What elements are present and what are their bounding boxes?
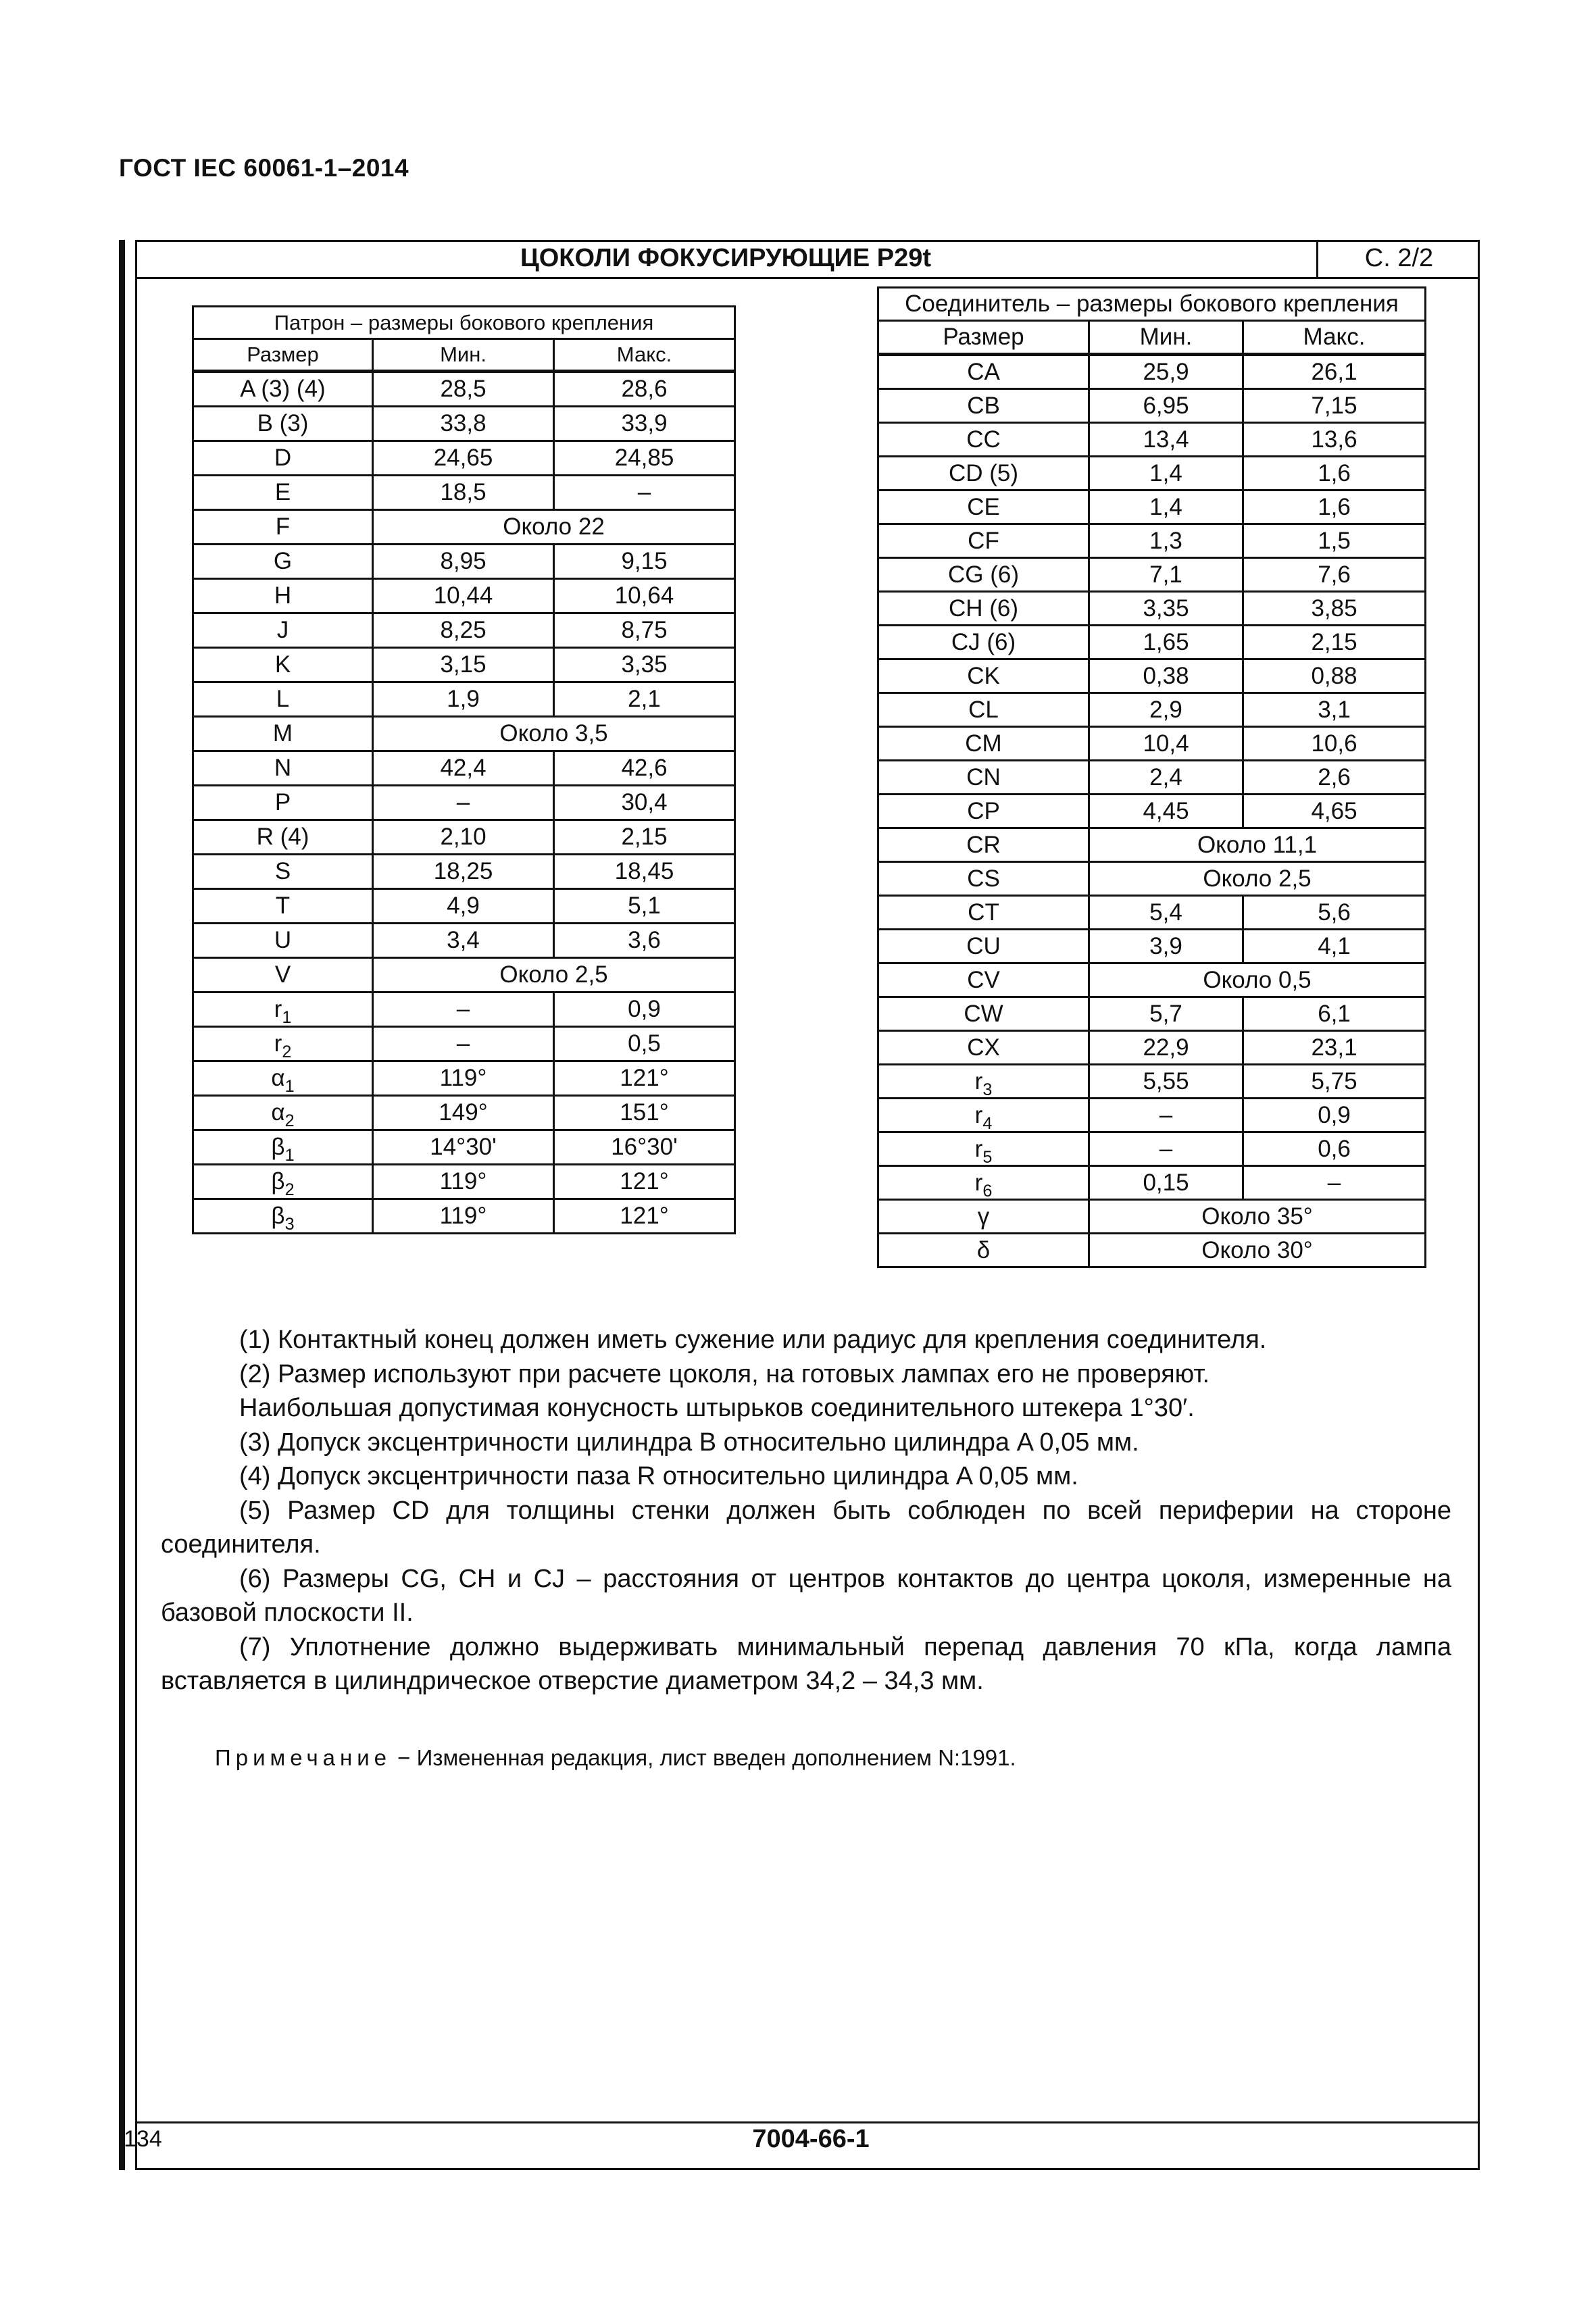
table-row bbox=[878, 423, 1426, 457]
max-value-cell: 3,35 bbox=[554, 648, 735, 682]
table-row bbox=[193, 510, 735, 545]
max-value-cell: 10,64 bbox=[554, 579, 735, 613]
sheet-code: 7004-66-1 bbox=[752, 2125, 870, 2153]
min-value-cell: 33,8 bbox=[373, 407, 554, 441]
table-row bbox=[878, 761, 1426, 795]
document-header: ГОСТ IEC 60061-1–2014 bbox=[119, 154, 409, 182]
table-row bbox=[878, 862, 1426, 896]
max-value-cell: 18,45 bbox=[554, 855, 735, 889]
min-value-cell: 7,1 bbox=[1089, 558, 1243, 592]
table-caption: Патрон – размеры бокового крепления bbox=[193, 307, 735, 339]
table-row bbox=[878, 896, 1426, 930]
size-cell: T bbox=[193, 889, 373, 924]
size-cell: $\beta_1$ bbox=[193, 1130, 373, 1165]
max-value-cell: 0,5 bbox=[554, 1027, 735, 1061]
size-cell: $r_2$ bbox=[193, 1027, 373, 1061]
size-cell: P bbox=[193, 786, 373, 820]
table-row bbox=[193, 855, 735, 889]
size-cell: $\alpha_2$ bbox=[193, 1096, 373, 1130]
size-cell: B (3) bbox=[193, 407, 373, 441]
min-value-cell: 14°30' bbox=[373, 1130, 554, 1165]
size-cell: E bbox=[193, 476, 373, 510]
table-row bbox=[878, 592, 1426, 626]
approx-value-cell: Около 11,1 bbox=[1089, 828, 1426, 862]
table-row bbox=[193, 648, 735, 682]
holder-dimensions-table bbox=[192, 305, 736, 1234]
approx-value-cell: Около 3,5 bbox=[373, 717, 735, 751]
table-row bbox=[193, 889, 735, 924]
size-cell: CH (6) bbox=[878, 592, 1089, 626]
table-row bbox=[193, 441, 735, 476]
table-row bbox=[878, 997, 1426, 1031]
table-row bbox=[193, 476, 735, 510]
table-row bbox=[193, 372, 735, 407]
min-value-cell: – bbox=[1089, 1099, 1243, 1132]
min-value-cell: 119° bbox=[373, 1061, 554, 1096]
note-paragraph: (5) Размер CD для толщины стенки должен быть соблюден по всей периферии на стороне соединителя. bbox=[161, 1496, 1451, 1559]
max-value-cell: 6,1 bbox=[1243, 997, 1426, 1031]
size-cell: CG (6) bbox=[878, 558, 1089, 592]
size-cell: H bbox=[193, 579, 373, 613]
table-row bbox=[193, 958, 735, 992]
min-value-cell: 1,4 bbox=[1089, 457, 1243, 491]
min-value-cell: 10,44 bbox=[373, 579, 554, 613]
min-value-cell: 4,45 bbox=[1089, 795, 1243, 828]
min-value-cell: 6,95 bbox=[1089, 389, 1243, 423]
max-value-cell: 2,1 bbox=[554, 682, 735, 717]
note-paragraph: (6) Размеры CG, CH и CJ – расстояния от центров контактов до центра цоколя, измеренные на базовой плоскости II. bbox=[161, 1564, 1451, 1627]
min-value-cell: 149° bbox=[373, 1096, 554, 1130]
size-cell: CX bbox=[878, 1031, 1089, 1065]
min-value-cell: 13,4 bbox=[1089, 423, 1243, 457]
size-cell: CF bbox=[878, 524, 1089, 558]
table-row bbox=[878, 828, 1426, 862]
approx-value-cell: Около 2,5 bbox=[1089, 862, 1426, 896]
min-value-cell: – bbox=[373, 992, 554, 1027]
table-row bbox=[878, 1132, 1426, 1166]
table-row bbox=[878, 1099, 1426, 1132]
size-cell: CK bbox=[878, 659, 1089, 693]
max-value-cell: 16°30' bbox=[554, 1130, 735, 1165]
table-row bbox=[878, 558, 1426, 592]
min-value-cell: 28,5 bbox=[373, 372, 554, 407]
table-row bbox=[193, 579, 735, 613]
max-value-cell: 121° bbox=[554, 1199, 735, 1234]
column-header: Размер bbox=[878, 321, 1089, 355]
max-value-cell: 2,15 bbox=[554, 820, 735, 855]
min-value-cell: 18,25 bbox=[373, 855, 554, 889]
table-row bbox=[193, 1130, 735, 1165]
notes-block bbox=[161, 1323, 1451, 1699]
note-paragraph: (1) Контактный конец должен иметь сужение или радиус для крепления соединителя. bbox=[239, 1326, 1267, 1354]
max-value-cell: – bbox=[1243, 1166, 1426, 1200]
min-value-cell: 119° bbox=[373, 1199, 554, 1234]
size-cell: $\beta_3$ bbox=[193, 1199, 373, 1234]
frame-left-bar bbox=[119, 240, 125, 2170]
size-cell: $\alpha_1$ bbox=[193, 1061, 373, 1096]
min-value-cell: – bbox=[1089, 1132, 1243, 1166]
footer-divider bbox=[135, 2121, 1480, 2123]
remark-text: − Измененная редакция, лист введен дополнением N:1991. bbox=[391, 1745, 1016, 1770]
size-cell: $r_6$ bbox=[878, 1166, 1089, 1200]
size-cell: L bbox=[193, 682, 373, 717]
max-value-cell: 5,1 bbox=[554, 889, 735, 924]
max-value-cell: 151° bbox=[554, 1096, 735, 1130]
min-value-cell: 5,55 bbox=[1089, 1065, 1243, 1099]
approx-value-cell: Около 22 bbox=[373, 510, 735, 545]
min-value-cell: 10,4 bbox=[1089, 727, 1243, 761]
min-value-cell: 8,25 bbox=[373, 613, 554, 648]
max-value-cell: 7,15 bbox=[1243, 389, 1426, 423]
table-row bbox=[878, 457, 1426, 491]
max-value-cell: 8,75 bbox=[554, 613, 735, 648]
max-value-cell: 28,6 bbox=[554, 372, 735, 407]
size-cell: δ bbox=[878, 1234, 1089, 1267]
column-header: Макс. bbox=[1243, 321, 1426, 355]
table-row bbox=[878, 389, 1426, 423]
size-cell: G bbox=[193, 545, 373, 579]
size-cell: CV bbox=[878, 963, 1089, 997]
max-value-cell: 33,9 bbox=[554, 407, 735, 441]
size-cell: $\beta_2$ bbox=[193, 1165, 373, 1199]
min-value-cell: 25,9 bbox=[1089, 355, 1243, 389]
size-cell: CP bbox=[878, 795, 1089, 828]
max-value-cell: 7,6 bbox=[1243, 558, 1426, 592]
size-cell: J bbox=[193, 613, 373, 648]
table-row bbox=[878, 693, 1426, 727]
size-cell: CN bbox=[878, 761, 1089, 795]
table-row bbox=[193, 1027, 735, 1061]
size-cell: CA bbox=[878, 355, 1089, 389]
size-cell: CD (5) bbox=[878, 457, 1089, 491]
table-row bbox=[193, 1096, 735, 1130]
table-row bbox=[878, 1234, 1426, 1267]
min-value-cell: 1,3 bbox=[1089, 524, 1243, 558]
table-row bbox=[193, 751, 735, 786]
min-value-cell: 42,4 bbox=[373, 751, 554, 786]
min-value-cell: 22,9 bbox=[1089, 1031, 1243, 1065]
min-value-cell: 119° bbox=[373, 1165, 554, 1199]
table-row bbox=[878, 727, 1426, 761]
size-cell: CC bbox=[878, 423, 1089, 457]
table-row bbox=[878, 1065, 1426, 1099]
min-value-cell: 1,4 bbox=[1089, 491, 1243, 524]
table-row bbox=[193, 613, 735, 648]
column-header: Мин. bbox=[1089, 321, 1243, 355]
max-value-cell: 3,85 bbox=[1243, 592, 1426, 626]
max-value-cell: 24,85 bbox=[554, 441, 735, 476]
max-value-cell: – bbox=[554, 476, 735, 510]
max-value-cell: 0,9 bbox=[1243, 1099, 1426, 1132]
table-row bbox=[878, 963, 1426, 997]
max-value-cell: 1,5 bbox=[1243, 524, 1426, 558]
max-value-cell: 5,75 bbox=[1243, 1065, 1426, 1099]
size-cell: $r_3$ bbox=[878, 1065, 1089, 1099]
table-row bbox=[878, 524, 1426, 558]
table-row bbox=[878, 659, 1426, 693]
note-paragraph: (4) Допуск эксцентричности паза R относительно цилиндра A 0,05 мм. bbox=[239, 1462, 1078, 1490]
table-row bbox=[193, 924, 735, 958]
table-row bbox=[878, 1200, 1426, 1234]
sheet-page: С. 2/2 bbox=[1364, 244, 1434, 272]
table-row bbox=[878, 491, 1426, 524]
table-row bbox=[193, 1061, 735, 1096]
size-cell: $r_1$ bbox=[193, 992, 373, 1027]
max-value-cell: 42,6 bbox=[554, 751, 735, 786]
approx-value-cell: Около 30° bbox=[1089, 1234, 1426, 1267]
size-cell: CR bbox=[878, 828, 1089, 862]
min-value-cell: 5,4 bbox=[1089, 896, 1243, 930]
table-row bbox=[193, 1199, 735, 1234]
max-value-cell: 1,6 bbox=[1243, 491, 1426, 524]
size-cell: R (4) bbox=[193, 820, 373, 855]
note-paragraph: (3) Допуск эксцентричности цилиндра B относительно цилиндра A 0,05 мм. bbox=[239, 1428, 1139, 1457]
min-value-cell: 3,9 bbox=[1089, 930, 1243, 963]
max-value-cell: 0,9 bbox=[554, 992, 735, 1027]
table-row bbox=[878, 795, 1426, 828]
size-cell: CU bbox=[878, 930, 1089, 963]
max-value-cell: 3,1 bbox=[1243, 693, 1426, 727]
size-cell: N bbox=[193, 751, 373, 786]
table-row bbox=[193, 786, 735, 820]
max-value-cell: 0,6 bbox=[1243, 1132, 1426, 1166]
max-value-cell: 4,65 bbox=[1243, 795, 1426, 828]
table-row bbox=[878, 1166, 1426, 1200]
note-paragraph: (2) Размер используют при расчете цоколя, на готовых лампах его не проверяют. bbox=[239, 1359, 1210, 1388]
max-value-cell: 5,6 bbox=[1243, 896, 1426, 930]
size-cell: S bbox=[193, 855, 373, 889]
size-cell: CJ (6) bbox=[878, 626, 1089, 659]
table-row bbox=[193, 682, 735, 717]
size-cell: U bbox=[193, 924, 373, 958]
size-cell: K bbox=[193, 648, 373, 682]
size-cell: CM bbox=[878, 727, 1089, 761]
min-value-cell: 1,65 bbox=[1089, 626, 1243, 659]
table-row bbox=[193, 545, 735, 579]
table-caption: Соединитель – размеры бокового крепления bbox=[878, 288, 1426, 321]
min-value-cell: 18,5 bbox=[373, 476, 554, 510]
max-value-cell: 121° bbox=[554, 1165, 735, 1199]
note-paragraph: (7) Уплотнение должно выдерживать минимальный перепад давления 70 кПа, когда лампа вставляется в цилиндрическое отверстие диаметром 34,2 – 34,3 мм. bbox=[161, 1632, 1451, 1695]
max-value-cell: 0,88 bbox=[1243, 659, 1426, 693]
min-value-cell: 2,9 bbox=[1089, 693, 1243, 727]
max-value-cell: 4,1 bbox=[1243, 930, 1426, 963]
size-cell: CW bbox=[878, 997, 1089, 1031]
min-value-cell: 5,7 bbox=[1089, 997, 1243, 1031]
table-row bbox=[193, 820, 735, 855]
table-row bbox=[878, 355, 1426, 389]
min-value-cell: 24,65 bbox=[373, 441, 554, 476]
approx-value-cell: Около 2,5 bbox=[373, 958, 735, 992]
size-cell: F bbox=[193, 510, 373, 545]
size-cell: CS bbox=[878, 862, 1089, 896]
min-value-cell: 3,4 bbox=[373, 924, 554, 958]
size-cell: $r_5$ bbox=[878, 1132, 1089, 1166]
size-cell: V bbox=[193, 958, 373, 992]
min-value-cell: 1,9 bbox=[373, 682, 554, 717]
size-cell: $r_4$ bbox=[878, 1099, 1089, 1132]
min-value-cell: 3,15 bbox=[373, 648, 554, 682]
max-value-cell: 26,1 bbox=[1243, 355, 1426, 389]
max-value-cell: 121° bbox=[554, 1061, 735, 1096]
min-value-cell: – bbox=[373, 786, 554, 820]
max-value-cell: 2,6 bbox=[1243, 761, 1426, 795]
max-value-cell: 23,1 bbox=[1243, 1031, 1426, 1065]
column-header: Размер bbox=[193, 339, 373, 372]
approx-value-cell: Около 0,5 bbox=[1089, 963, 1426, 997]
table-row bbox=[193, 992, 735, 1027]
size-cell: CB bbox=[878, 389, 1089, 423]
size-cell: A (3) (4) bbox=[193, 372, 373, 407]
min-value-cell: – bbox=[373, 1027, 554, 1061]
min-value-cell: 8,95 bbox=[373, 545, 554, 579]
approx-value-cell: Около 35° bbox=[1089, 1200, 1426, 1234]
size-cell: CL bbox=[878, 693, 1089, 727]
size-cell: CT bbox=[878, 896, 1089, 930]
min-value-cell: 0,15 bbox=[1089, 1166, 1243, 1200]
column-header: Мин. bbox=[373, 339, 554, 372]
size-cell: γ bbox=[878, 1200, 1089, 1234]
table-row bbox=[878, 626, 1426, 659]
max-value-cell: 2,15 bbox=[1243, 626, 1426, 659]
table-row bbox=[193, 407, 735, 441]
max-value-cell: 13,6 bbox=[1243, 423, 1426, 457]
max-value-cell: 30,4 bbox=[554, 786, 735, 820]
remark-label: Примечание bbox=[215, 1745, 392, 1770]
table-row bbox=[193, 717, 735, 751]
min-value-cell: 2,4 bbox=[1089, 761, 1243, 795]
connector-dimensions-table bbox=[877, 286, 1426, 1268]
min-value-cell: 3,35 bbox=[1089, 592, 1243, 626]
max-value-cell: 9,15 bbox=[554, 545, 735, 579]
max-value-cell: 3,6 bbox=[554, 924, 735, 958]
note-paragraph: Наибольшая допустимая конусность штырьков соединительного штекера 1°30′. bbox=[239, 1394, 1195, 1422]
page-number: 134 bbox=[124, 2126, 162, 2152]
sheet-title-row bbox=[135, 240, 1480, 279]
table-row bbox=[878, 1031, 1426, 1065]
remark bbox=[215, 1745, 1016, 1771]
table-row bbox=[878, 930, 1426, 963]
size-cell: D bbox=[193, 441, 373, 476]
size-cell: CE bbox=[878, 491, 1089, 524]
max-value-cell: 10,6 bbox=[1243, 727, 1426, 761]
size-cell: M bbox=[193, 717, 373, 751]
max-value-cell: 1,6 bbox=[1243, 457, 1426, 491]
min-value-cell: 0,38 bbox=[1089, 659, 1243, 693]
table-row bbox=[193, 1165, 735, 1199]
min-value-cell: 2,10 bbox=[373, 820, 554, 855]
sheet-title: ЦОКОЛИ ФОКУСИРУЮЩИЕ P29t bbox=[520, 244, 932, 272]
column-header: Макс. bbox=[554, 339, 735, 372]
min-value-cell: 4,9 bbox=[373, 889, 554, 924]
